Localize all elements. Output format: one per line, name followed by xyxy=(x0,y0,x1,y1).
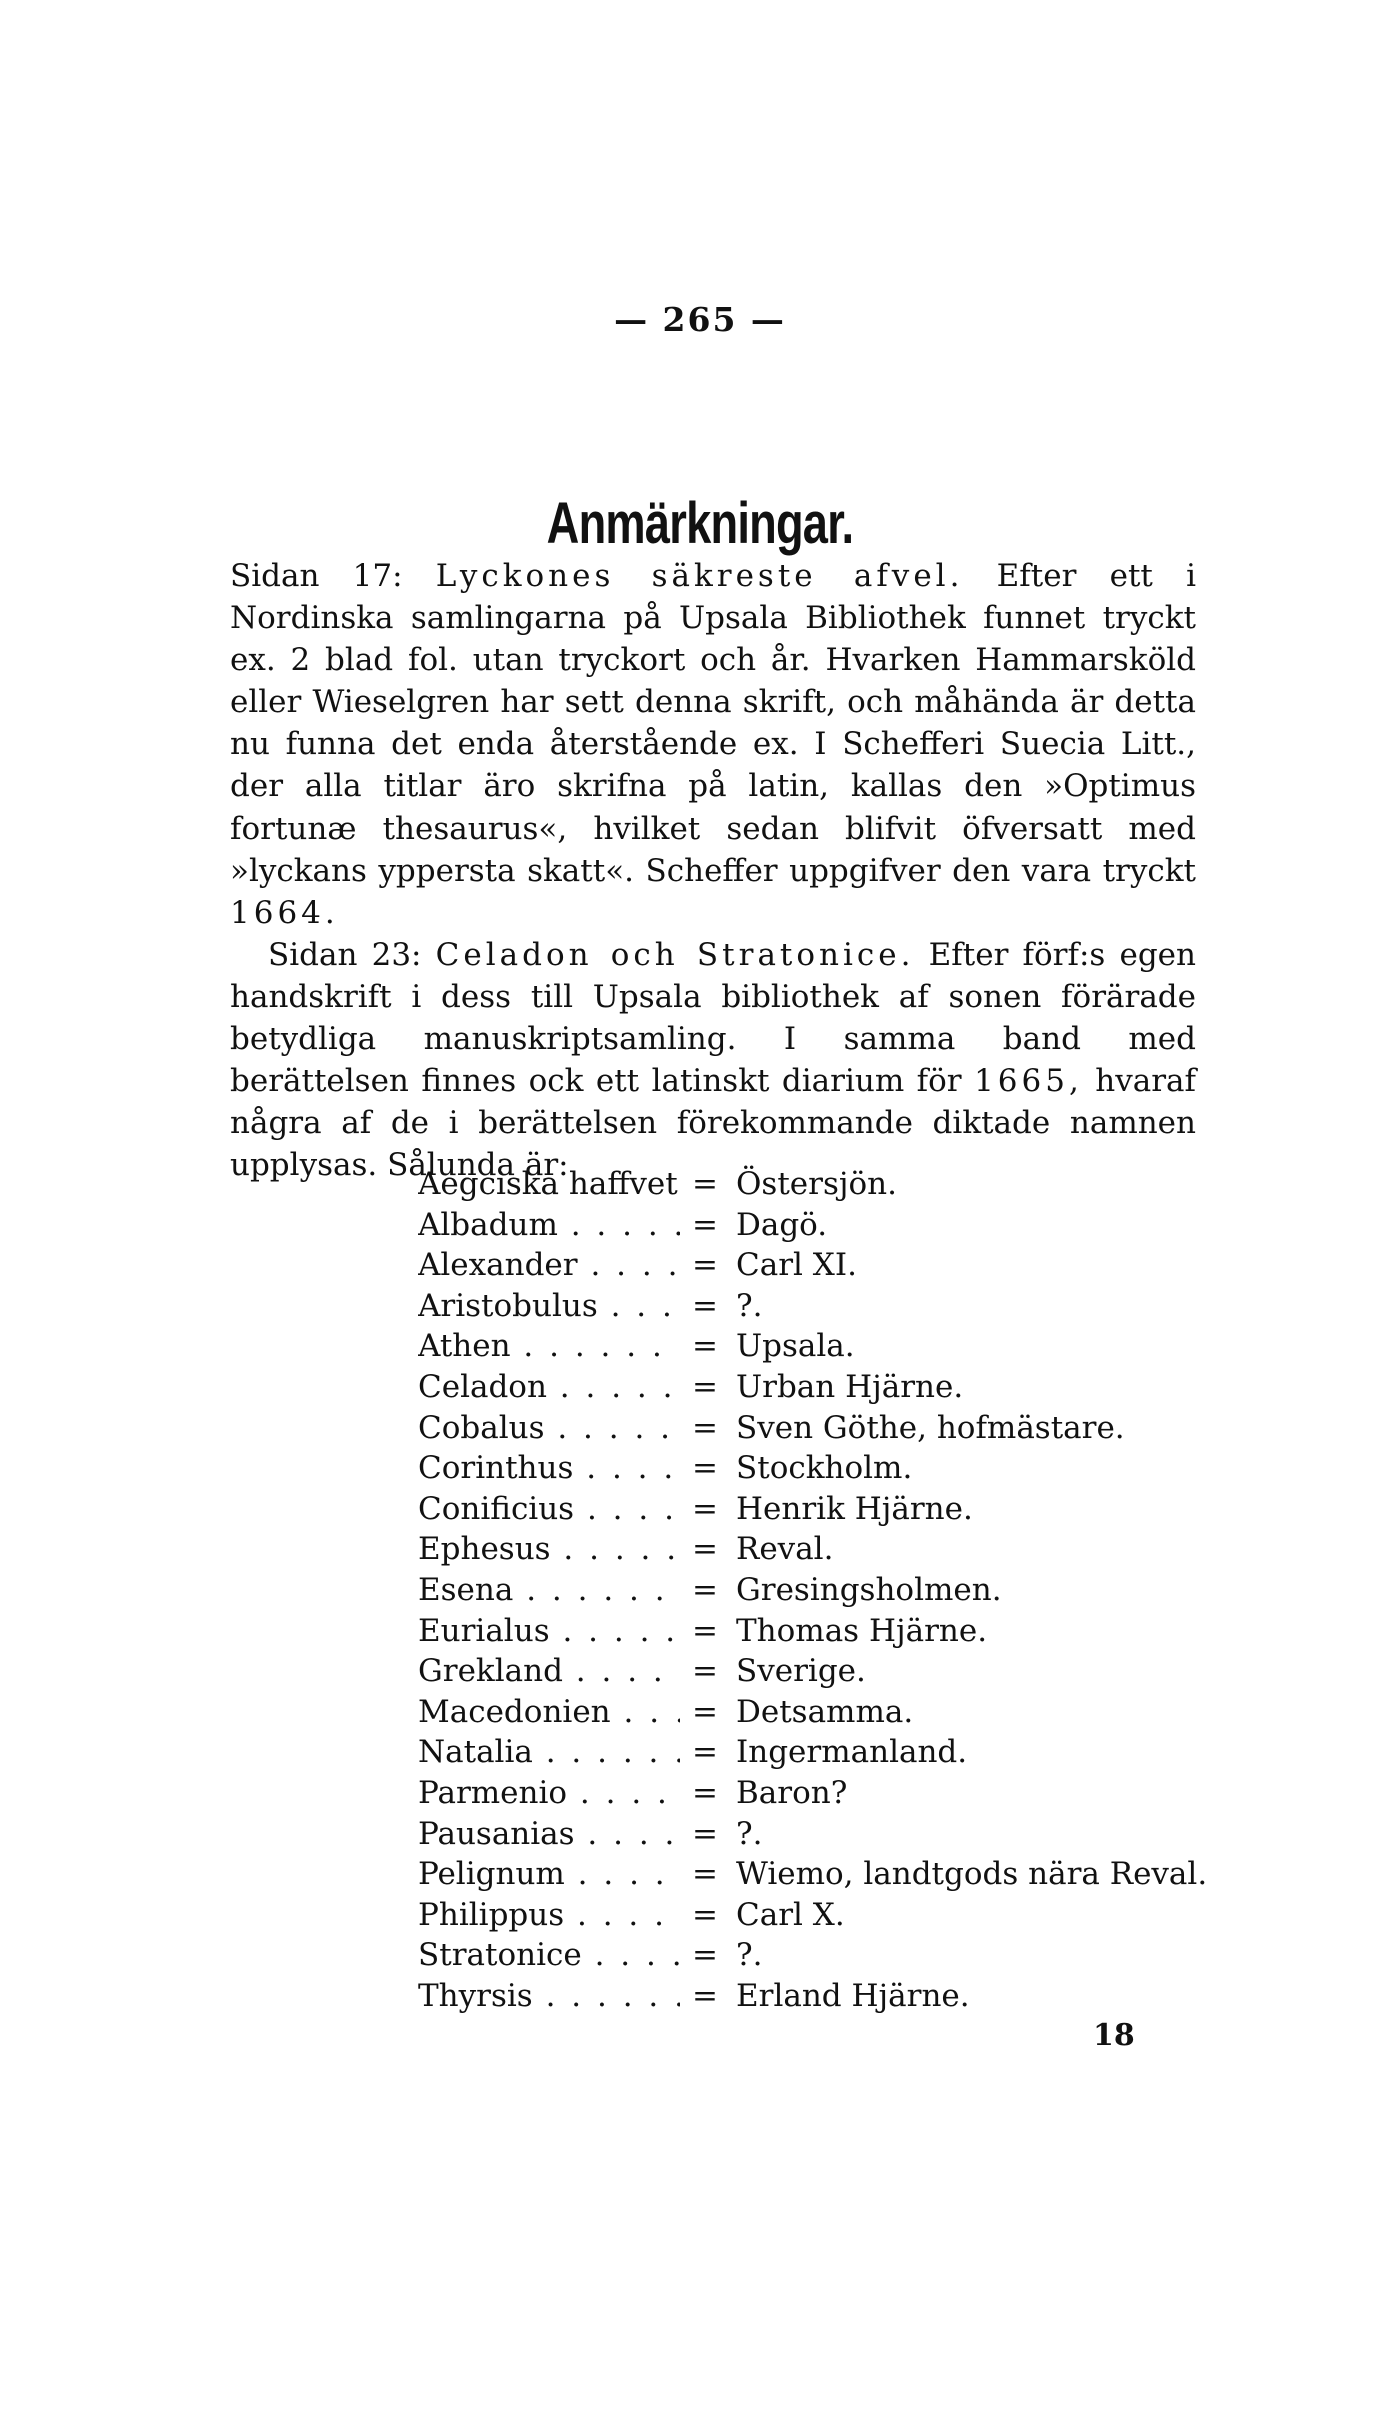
list-item xyxy=(418,1529,1207,1570)
note-sidan-17 xyxy=(230,555,1196,934)
entry-meaning: Dagö. xyxy=(736,1206,828,1243)
entry-meaning: Reval. xyxy=(736,1531,834,1568)
entry-name: Conificius . . . xyxy=(418,1489,680,1530)
entry-equals: = xyxy=(692,1693,718,1730)
note1-title: Lyckones säkreste afvel. xyxy=(435,558,964,594)
entry-equals: = xyxy=(692,1571,718,1608)
entry-equals: = xyxy=(692,1247,718,1284)
entry-meaning: Baron? xyxy=(736,1774,848,1811)
entry-meaning: Carl X. xyxy=(736,1896,845,1933)
entry-name: Albadum . . . xyxy=(418,1205,680,1246)
entry-name: Pausanias . . . xyxy=(418,1814,680,1855)
entry-name: Pelignum . . . xyxy=(418,1854,680,1895)
entry-equals: = xyxy=(692,1734,718,1771)
entry-meaning: Erland Hjärne. xyxy=(736,1977,970,2014)
entry-equals: = xyxy=(692,1653,718,1690)
list-item xyxy=(418,1570,1207,1611)
entry-name: Macedonien . . . xyxy=(418,1692,680,1733)
entry-meaning: Thomas Hjärne. xyxy=(736,1612,988,1649)
note2-text-b: hvaraf några af de i berättelsen förekommande diktade namnen upplysas. Sålunda är: xyxy=(230,1063,1196,1184)
entry-name: Athen . . . xyxy=(418,1326,680,1367)
list-item xyxy=(418,1205,1207,1246)
entry-equals: = xyxy=(692,1896,718,1933)
entry-name: Ephesus . . . xyxy=(418,1529,680,1570)
list-item xyxy=(418,1164,1207,1205)
entry-equals: = xyxy=(692,1490,718,1527)
list-item xyxy=(418,1976,1207,2017)
entry-equals: = xyxy=(692,1287,718,1324)
list-item xyxy=(418,1286,1207,1327)
list-item xyxy=(418,1854,1207,1895)
entry-name: Stratonice . . . xyxy=(418,1935,680,1976)
entry-meaning: Carl XI. xyxy=(736,1247,857,1284)
list-item xyxy=(418,1326,1207,1367)
entry-meaning: Detsamma. xyxy=(736,1693,914,1730)
signature-mark: 18 xyxy=(1093,2018,1135,2053)
entry-name: Esena . . . xyxy=(418,1570,680,1611)
entry-name: Parmenio . . . xyxy=(418,1773,680,1814)
list-item xyxy=(418,1245,1207,1286)
entry-name: Philippus . . . xyxy=(418,1895,680,1936)
entry-name: Cobalus . . . xyxy=(418,1408,680,1449)
list-item xyxy=(418,1611,1207,1652)
entry-equals: = xyxy=(692,1774,718,1811)
entry-equals: = xyxy=(692,1815,718,1852)
note2-title: Celadon och Stratonice. xyxy=(435,936,915,973)
entry-name: Eurialus . . . xyxy=(418,1611,680,1652)
entry-equals: = xyxy=(692,1531,718,1568)
entry-meaning: Gresingsholmen. xyxy=(736,1571,1002,1608)
note2-text-a: Efter förf:s egen handskrift i dess till Upsala bibliothek af sonen förärade betydliga manuskriptsamling. I samma band med berättelsen finnes ock ett latinskt diarium för xyxy=(230,936,1196,1100)
entry-meaning: Urban Hjärne. xyxy=(736,1368,964,1405)
name-key-list xyxy=(418,1164,1207,2016)
note1-year: 1664. xyxy=(230,894,339,931)
entry-meaning: Sverige. xyxy=(736,1653,866,1690)
entry-meaning: Upsala. xyxy=(736,1328,855,1365)
note2-label: Sidan 23: xyxy=(268,936,422,973)
note2-year: 1665, xyxy=(974,1063,1083,1100)
entry-name: Aristobulus . . . xyxy=(418,1286,680,1327)
entry-name: Corinthus . . . xyxy=(418,1448,680,1489)
entry-equals: = xyxy=(692,1937,718,1974)
entry-name: Thyrsis . . . xyxy=(418,1976,680,2017)
list-item xyxy=(418,1408,1207,1449)
list-item xyxy=(418,1814,1207,1855)
list-item xyxy=(418,1367,1207,1408)
entry-meaning: ?. xyxy=(736,1815,763,1852)
entry-name: Alexander . . . xyxy=(418,1245,680,1286)
list-item xyxy=(418,1448,1207,1489)
entry-equals: = xyxy=(692,1328,718,1365)
entry-equals: = xyxy=(692,1977,718,2014)
page-number: — 265 — xyxy=(614,300,786,339)
list-item xyxy=(418,1773,1207,1814)
entry-meaning: ?. xyxy=(736,1937,763,1974)
entry-equals: = xyxy=(692,1856,718,1893)
entry-meaning: Ingermanland. xyxy=(736,1734,968,1771)
entry-meaning: ?. xyxy=(736,1287,763,1324)
list-item xyxy=(418,1935,1207,1976)
entry-name: Aegciska haffvet . . . xyxy=(418,1164,680,1205)
entry-meaning: Wiemo, landtgods nära Reval. xyxy=(736,1856,1208,1893)
entry-name: Grekland . . . xyxy=(418,1651,680,1692)
page-heading: Anmärkningar. xyxy=(546,491,854,556)
entry-meaning: Stockholm. xyxy=(736,1450,913,1487)
entry-name: Celadon . . . xyxy=(418,1367,680,1408)
note1-text: Efter ett i Nordinska samlingarna på Upsala Bibliothek funnet tryckt ex. 2 blad fol. utan tryckort och år. Hvarken Hammarsköld eller Wieselgren har sett denna skrift, och måhända är detta nu funna det enda återstående ex. I Schefferi Suecia Litt., der alla titlar äro skrifna på latin, kallas den »Optimus fortunæ thesaurus«, hvilket sedan blifvit öfversatt med »lyckans yppersta skatt«. Scheffer uppgifver den vara tryckt xyxy=(230,558,1196,889)
entry-meaning: Henrik Hjärne. xyxy=(736,1490,973,1527)
entry-equals: = xyxy=(692,1409,718,1446)
entry-meaning: Östersjön. xyxy=(736,1166,897,1202)
notes-body xyxy=(230,555,1196,1186)
entry-equals: = xyxy=(692,1368,718,1405)
list-item xyxy=(418,1895,1207,1936)
list-item xyxy=(418,1692,1207,1733)
list-item xyxy=(418,1732,1207,1773)
list-item xyxy=(418,1489,1207,1530)
entry-meaning: Sven Göthe, hofmästare. xyxy=(736,1409,1125,1446)
note-sidan-23 xyxy=(230,934,1196,1187)
entry-name: Natalia . . . xyxy=(418,1732,680,1773)
entry-equals: = xyxy=(692,1450,718,1487)
list-item xyxy=(418,1651,1207,1692)
entry-equals: = xyxy=(692,1206,718,1243)
note1-label: Sidan 17: xyxy=(230,558,403,594)
entry-equals: = xyxy=(692,1612,718,1649)
entry-equals: = xyxy=(692,1166,718,1202)
